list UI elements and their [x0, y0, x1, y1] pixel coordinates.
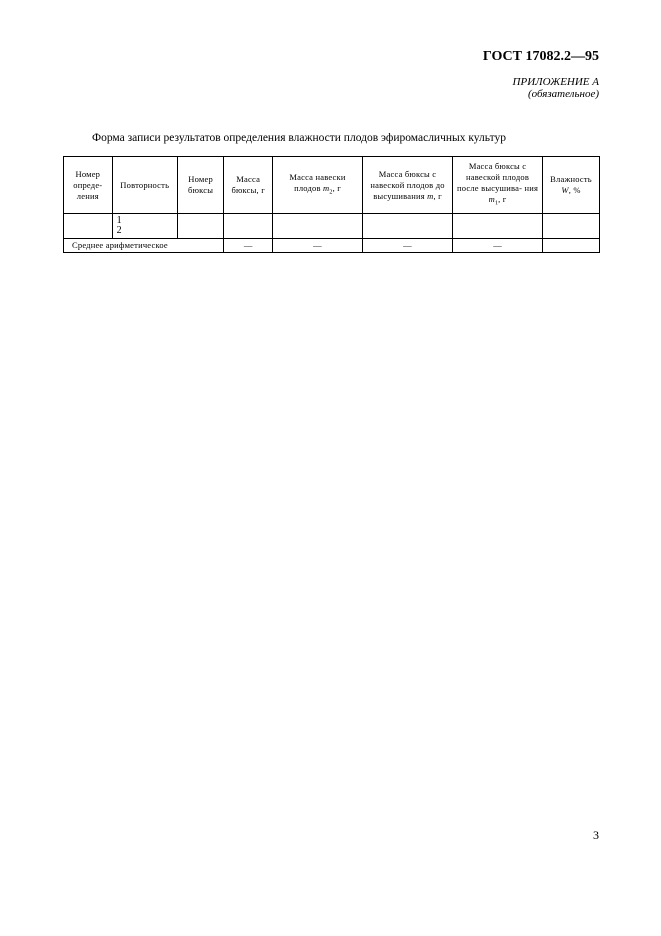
- header-sample-mass: Масса навески плодов $m_2$, г: [273, 157, 363, 214]
- document-code: ГОСТ 17082.2—95: [482, 49, 599, 64]
- cell-mass-before-drying: [363, 214, 453, 239]
- cell-mass-after-drying: [453, 214, 543, 239]
- mean-dash-sample-mass: —: [273, 239, 363, 253]
- form-title: Форма записи результатов определения влажности плодов эфиромасличных культур: [92, 132, 506, 144]
- mean-label: Среднее арифметическое: [64, 239, 224, 253]
- table-row: [64, 214, 600, 239]
- header-mass-before-drying: Масса бюксы с навеской плодов до высушивания m, г: [363, 157, 453, 214]
- results-table: [63, 156, 600, 253]
- page-number: 3: [593, 828, 599, 842]
- mean-moisture: [543, 239, 600, 253]
- repetition-1: 1: [116, 215, 122, 226]
- mean-row: [64, 239, 600, 253]
- header-mass-after-drying: Масса бюксы с навеской плодов после высушива- ния $m_1$, г: [453, 157, 543, 214]
- header-determination-number: Номер опреде- ления: [64, 157, 113, 214]
- header-box-number: Номер бюксы: [177, 157, 224, 214]
- table-header-row: [64, 157, 600, 214]
- cell-sample-mass: [273, 214, 363, 239]
- cell-determination-number: [64, 214, 113, 239]
- mean-dash-before-drying: —: [363, 239, 453, 253]
- repetition-2: 2: [116, 225, 122, 236]
- header-repetition: Повторность: [112, 157, 177, 214]
- cell-box-mass: [224, 214, 273, 239]
- cell-repetitions: [112, 214, 177, 239]
- mean-dash-box-mass: —: [224, 239, 273, 253]
- header-box-mass: Масса бюксы, г: [224, 157, 273, 214]
- cell-moisture: [543, 214, 600, 239]
- appendix-note: (обязательное): [527, 88, 599, 100]
- cell-box-number: [177, 214, 224, 239]
- header-moisture: Влажность W, %: [543, 157, 600, 214]
- mean-dash-after-drying: —: [453, 239, 543, 253]
- appendix-block: [513, 76, 599, 100]
- appendix-title: ПРИЛОЖЕНИЕ А: [512, 76, 599, 88]
